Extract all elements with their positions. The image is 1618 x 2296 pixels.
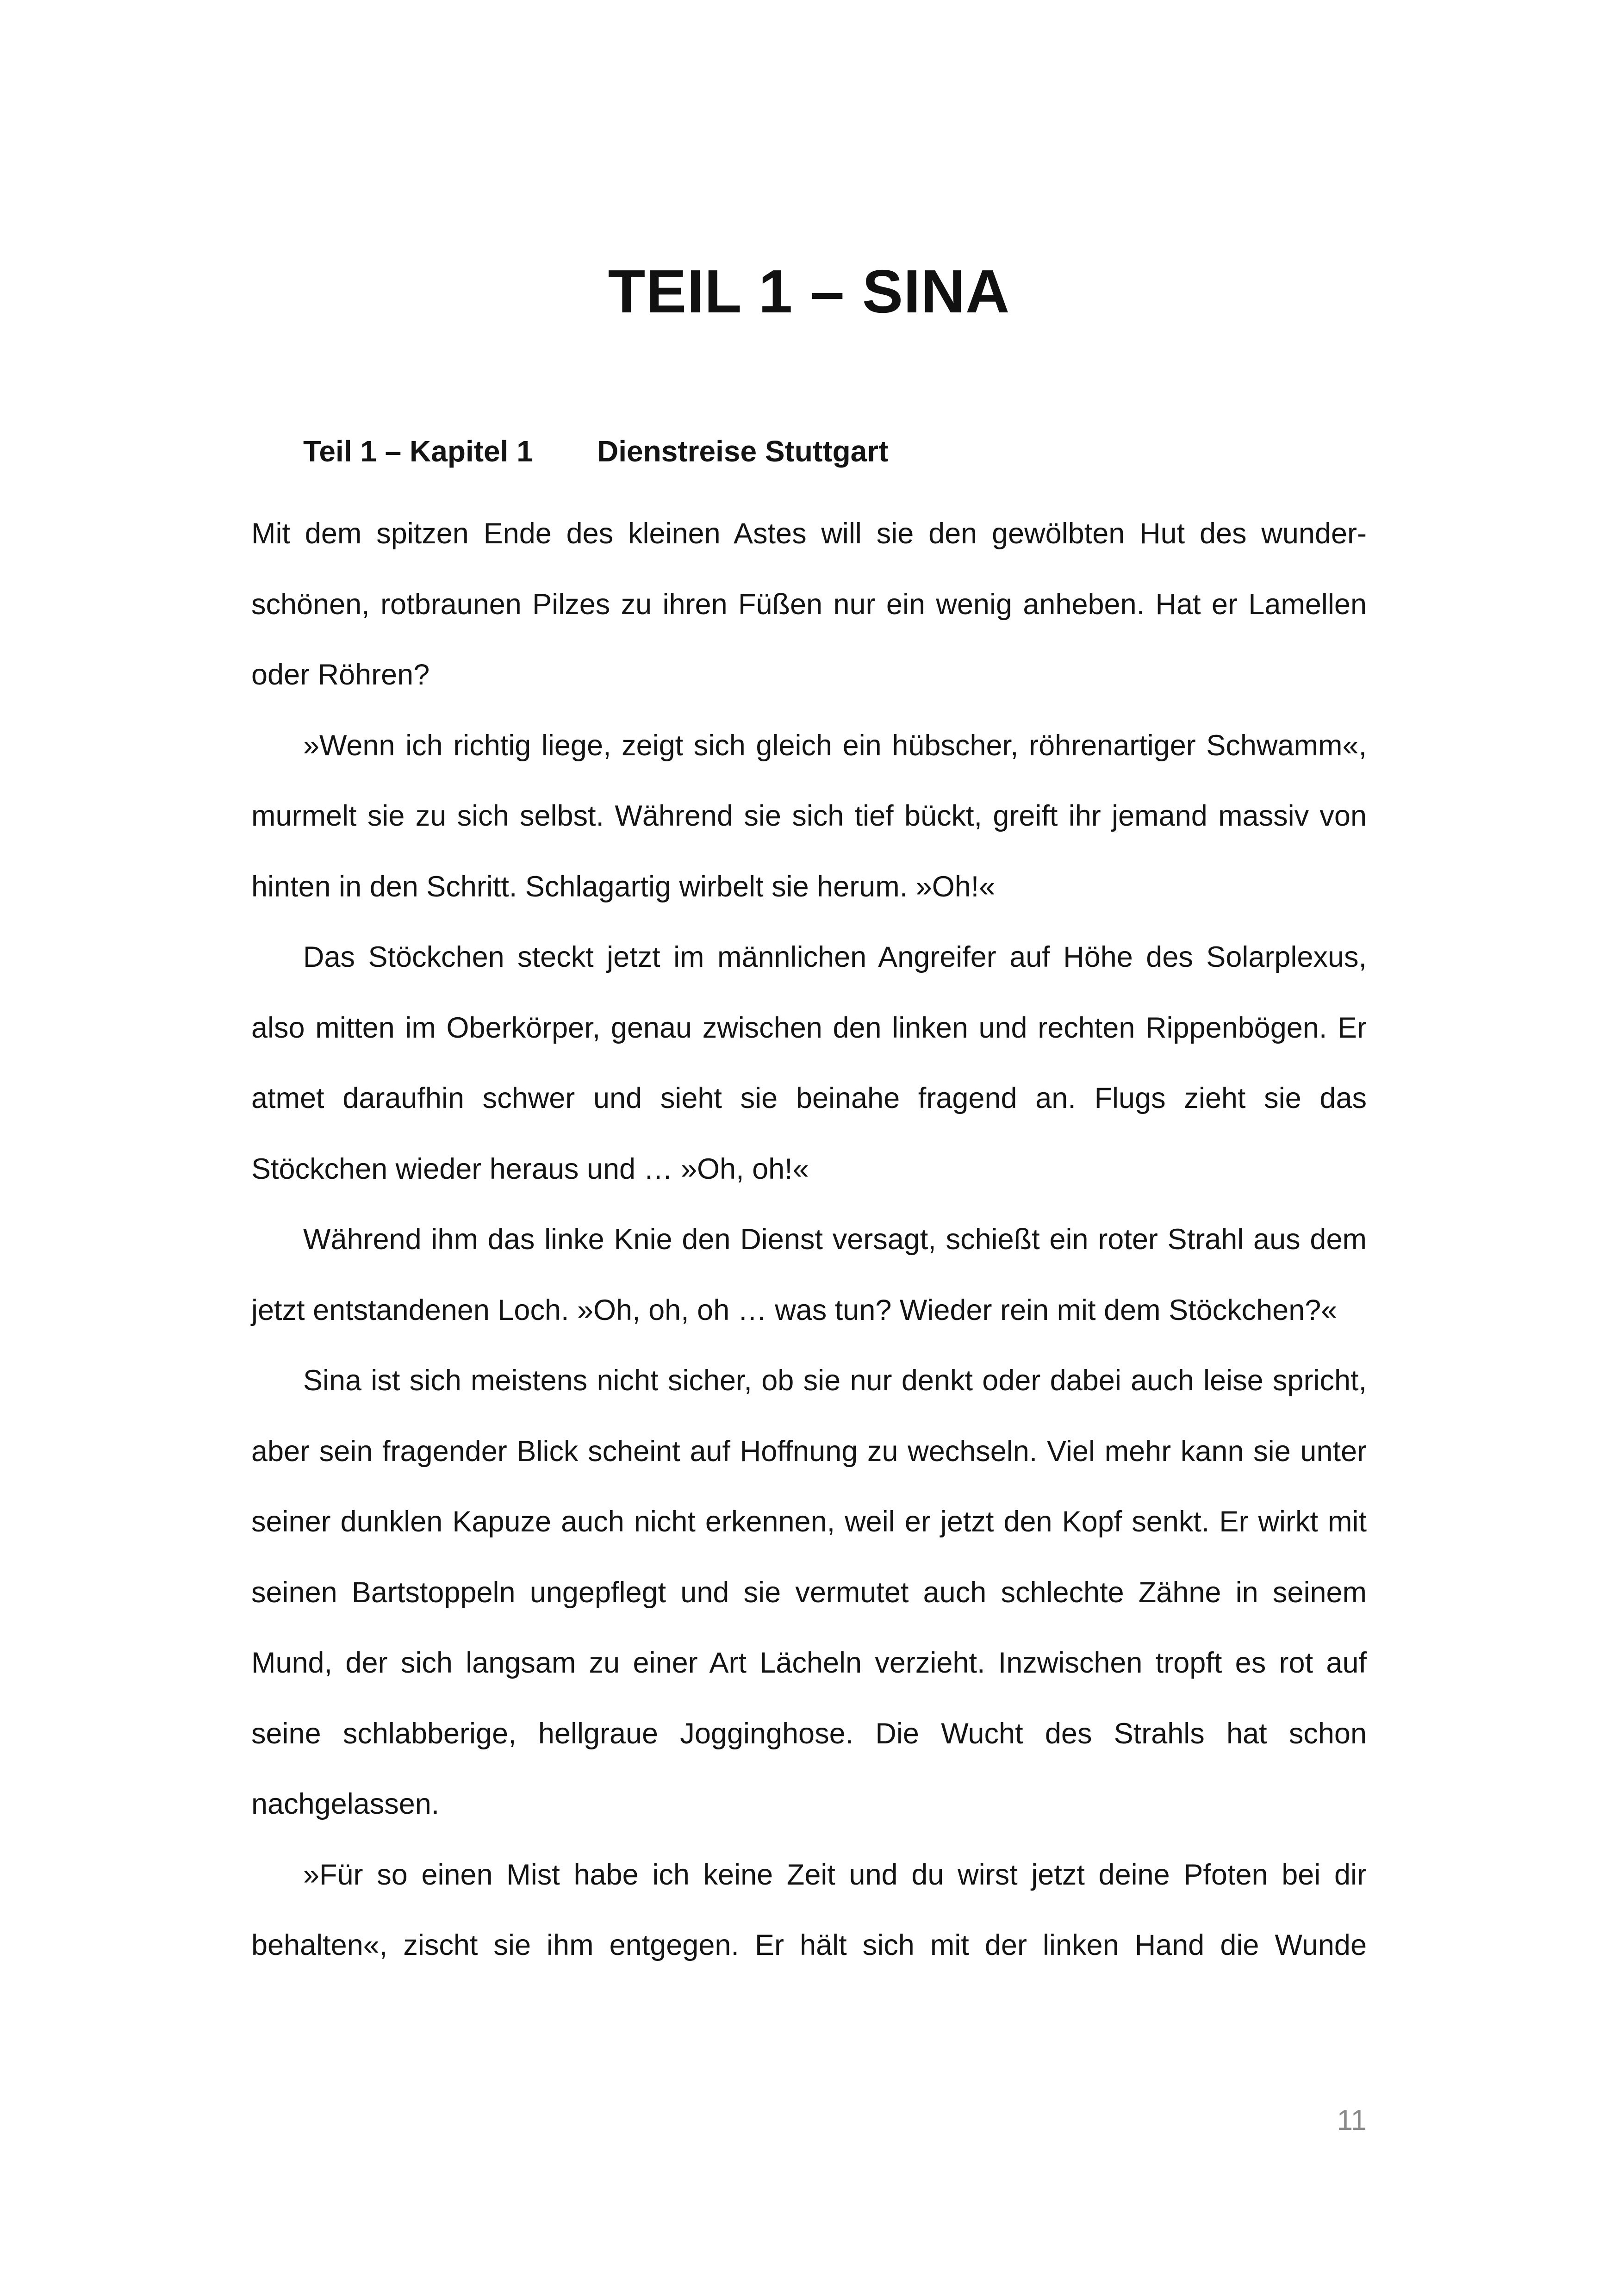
paragraph: Das Stöckchen steckt jetzt im männlichen Angreifer auf Höhe des Solarplexus, also mitten im Oberkörper, genau zwischen den linken und rechten Rippenbögen. Er atmet daraufhin schwer und sieht sie beinahe fragend an. Flugs zieht sie das Stöckchen wieder heraus und … »Oh, oh!«	[251, 941, 1367, 1185]
paragraph: Mit dem spitzen Ende des kleinen Astes will sie den gewölbten Hut des wunderschönen, rotbraunen Pilzes zu ihren Füßen nur ein wenig anheben. Hat er Lamellen oder Röhren?	[251, 517, 1367, 691]
paragraph: Während ihm das linke Knie den Dienst versagt, schießt ein roter Strahl aus dem jetzt entstandenen Loch. »Oh, oh, oh … was tun? Wieder rein mit dem Stöckchen?«	[251, 1223, 1367, 1326]
chapter-label: Teil 1 – Kapitel 1	[303, 435, 533, 468]
part-title: TEIL 1 – SINA	[608, 257, 1010, 325]
body-text	[251, 498, 1367, 1981]
chapter-heading	[303, 428, 888, 474]
paragraph: Sina ist sich meistens nicht sicher, ob sie nur denkt oder dabei auch leise spricht, aber sein fragender Blick scheint auf Hoffnung zu wechseln. Viel mehr kann sie unter seiner dunklen Kapuze auch nicht erkennen, weil er jetzt den Kopf senkt. Er wirkt mit seinen Bartstoppeln ungepflegt und sie vermutet auch schlechte Zähne in seinem Mund, der sich langsam zu einer Art Lächeln verzieht. Inzwischen tropft es rot auf seine schlabberige, hellgraue Jogginghose. Die Wucht des Strahls hat schon nachgelassen.	[251, 1364, 1367, 1820]
chapter-title: Dienstreise Stuttgart	[597, 435, 889, 468]
paragraph: »Für so einen Mist habe ich keine Zeit und du wirst jetzt deine Pfoten bei dir behalten«, zischt sie ihm entgegen. Er hält sich mit der linken Hand die Wunde	[251, 1858, 1367, 1961]
page-number: 11	[1337, 2104, 1367, 2136]
paragraph: »Wenn ich richtig liege, zeigt sich gleich ein hübscher, röhrenartiger Schwamm«, murmelt sie zu sich selbst. Während sie sich tief bückt, greift ihr jemand massiv von hinten in den Schritt. Schlagartig wirbelt sie herum. »Oh!«	[251, 729, 1367, 903]
